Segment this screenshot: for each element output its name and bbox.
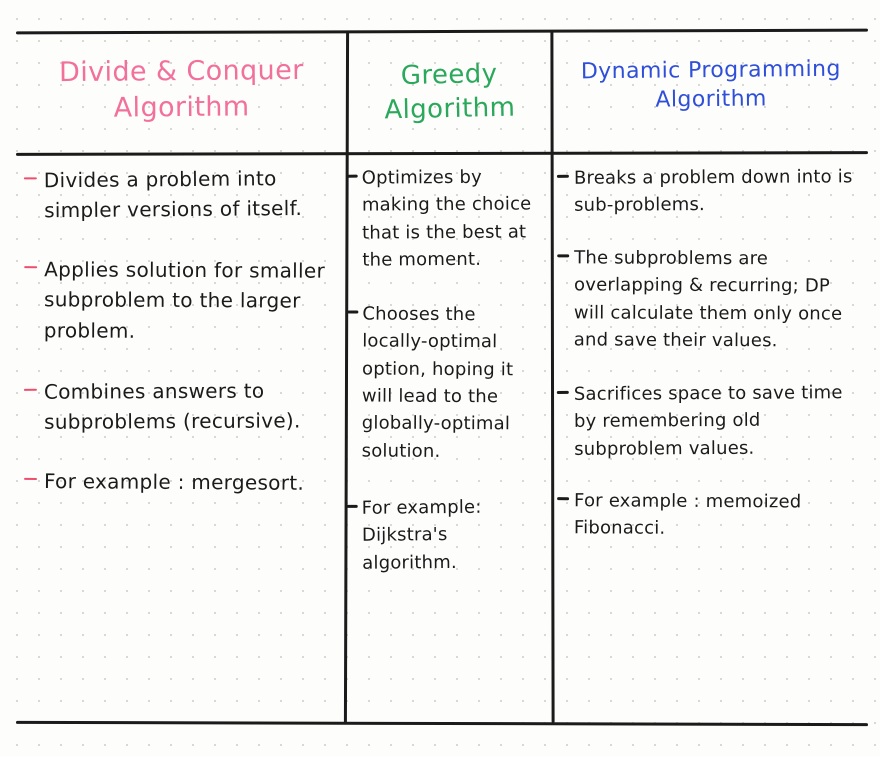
column-title-divide-and-conquer xyxy=(18,53,346,127)
list-item-text: The subproblems are overlapping & recurring; DP will calculate them only once and save their values. xyxy=(573,247,843,352)
dash-bullet-icon xyxy=(347,505,358,508)
list-item xyxy=(44,375,331,437)
column-title-line-1: Divide & Conquer xyxy=(58,54,304,89)
list-item xyxy=(362,493,542,577)
column-title-line-2: Algorithm xyxy=(655,86,767,113)
list-item xyxy=(362,301,542,466)
column-title-greedy xyxy=(347,56,551,129)
list-item-text: Chooses the locally-optimal option, hoping it will lead to the globally-optimal solution. xyxy=(361,303,514,463)
list-item-text: Optimizes by making the choice that is the best at the moment. xyxy=(361,166,532,271)
column-title-line-1: Dynamic Programming xyxy=(580,56,841,85)
list-item-text: Combines answers to subproblems (recursive). xyxy=(43,378,301,435)
list-item-text: For example : memoized Fibonacci. xyxy=(573,490,802,540)
list-item xyxy=(44,163,332,226)
list-item xyxy=(574,163,858,219)
list-item-text: Breaks a problem down into is sub-problems. xyxy=(573,166,853,217)
list-item-text: For example : mergesort. xyxy=(43,468,305,495)
dash-bullet-icon xyxy=(24,477,37,480)
column-dynamic-programming xyxy=(554,32,868,722)
column-title-line-2: Algorithm xyxy=(113,91,250,124)
list-item-text: For example: Dijkstra's algorithm. xyxy=(361,496,482,574)
list-item-text: Sacrifices space to save time by remembering old subproblem values. xyxy=(573,382,843,460)
column-greedy xyxy=(348,32,551,722)
list-item xyxy=(574,379,858,463)
dash-bullet-icon xyxy=(24,266,37,269)
column-title-line-2: Algorithm xyxy=(384,92,516,126)
dash-bullet-icon xyxy=(557,391,569,394)
list-item xyxy=(574,244,858,355)
dash-bullet-icon xyxy=(24,388,37,391)
dash-bullet-icon xyxy=(557,498,569,501)
column-title-line-1: Greedy xyxy=(400,58,498,92)
list-item-text: Divides a problem into simpler versions of itself. xyxy=(43,166,303,223)
column-body-dynamic-programming xyxy=(554,164,868,569)
list-item xyxy=(44,254,331,347)
dash-bullet-icon xyxy=(24,177,37,180)
list-item xyxy=(362,163,542,274)
dash-bullet-icon xyxy=(347,175,358,178)
column-body-divide-and-conquer xyxy=(18,164,345,527)
list-item-text: Applies solution for smaller subproblem to the larger problem. xyxy=(43,257,326,343)
list-item xyxy=(574,487,858,543)
column-title-dynamic-programming xyxy=(554,54,869,115)
column-divide-and-conquer xyxy=(18,32,345,722)
dash-bullet-icon xyxy=(557,254,569,257)
list-item xyxy=(44,466,331,498)
dash-bullet-icon xyxy=(347,311,358,314)
column-body-greedy xyxy=(348,164,551,604)
dash-bullet-icon xyxy=(557,175,569,178)
